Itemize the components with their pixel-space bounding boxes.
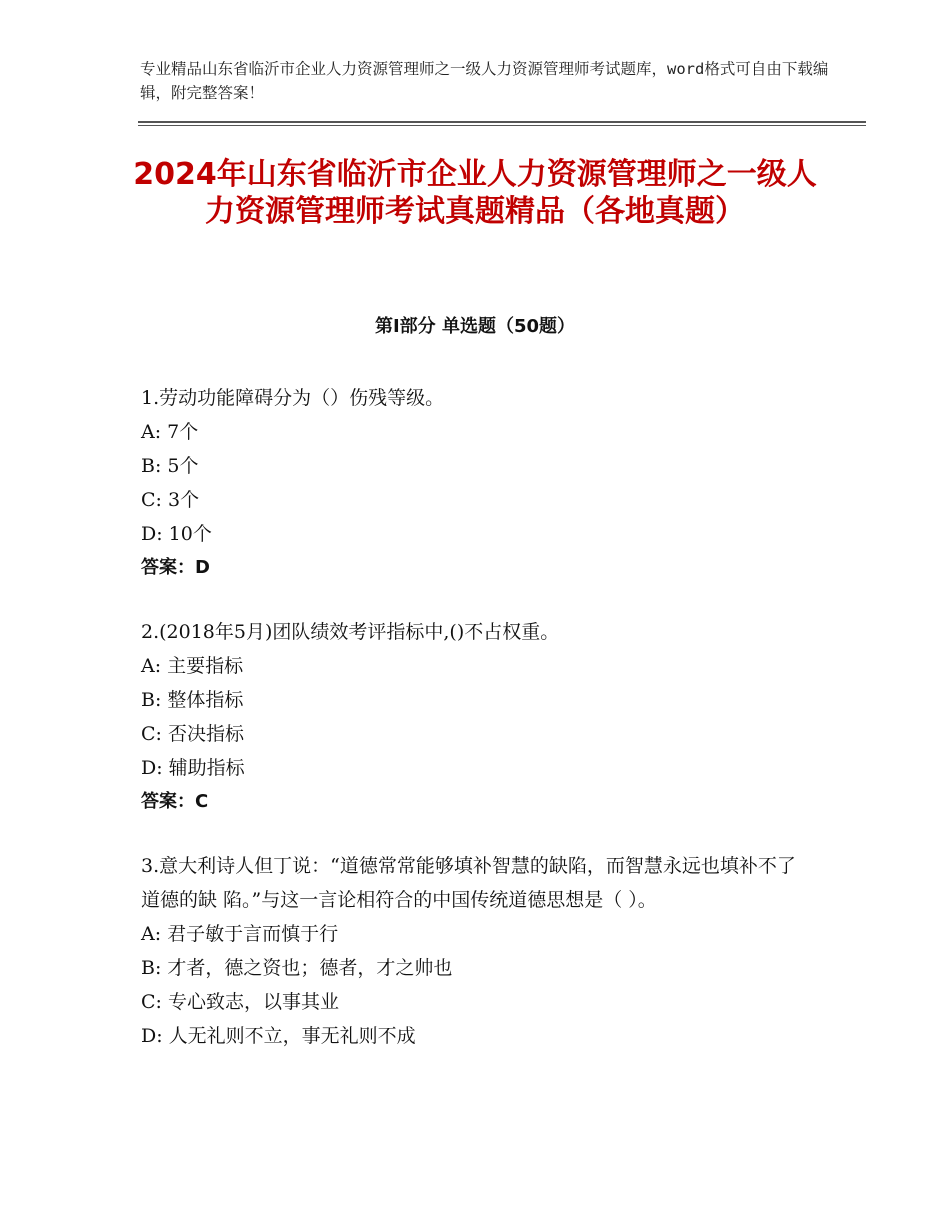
question-stem: 2.(2018年5月)团队绩效考评指标中,()不占权重。 <box>141 621 560 643</box>
answer-line: 答案：D <box>141 557 210 578</box>
option-b: B: 5个 <box>141 455 199 477</box>
header-divider-thick <box>138 121 866 123</box>
option-c: C: 否决指标 <box>141 723 244 745</box>
question-stem: 1.劳动功能障碍分为（）伤残等级。 <box>141 387 445 409</box>
option-b: B: 才者，德之资也；德者，才之帅也 <box>141 957 453 979</box>
option-d: D: 10个 <box>141 523 212 545</box>
option-a: A: 君子敏于言而慎于行 <box>141 923 339 945</box>
question-2 <box>141 615 811 819</box>
question-list <box>141 381 811 1083</box>
header-divider-thin <box>138 125 866 126</box>
question-1 <box>141 381 811 585</box>
option-a: A: 主要指标 <box>141 655 244 677</box>
option-a: A: 7个 <box>141 421 199 443</box>
option-d: D: 辅助指标 <box>141 757 245 779</box>
question-3 <box>141 849 811 1053</box>
section-heading: 第Ⅰ部分 单选题（50题） <box>374 316 575 337</box>
option-c: C: 3个 <box>141 489 200 511</box>
header-note: 专业精品山东省临沂市企业人力资源管理师之一级人力资源管理师考试题库，word格式可自由下载编辑，附完整答案！ <box>140 60 829 102</box>
option-b: B: 整体指标 <box>141 689 244 711</box>
answer-line: 答案：C <box>141 791 209 812</box>
document-title: 2024年山东省临沂市企业人力资源管理师之一级人力资源管理师考试真题精品（各地真题） <box>133 157 817 229</box>
option-c: C: 专心致志，以事其业 <box>141 991 339 1013</box>
option-d: D: 人无礼则不立，事无礼则不成 <box>141 1025 416 1047</box>
question-stem: 3.意大利诗人但丁说：“道德常常能够填补智慧的缺陷，而智慧永远也填补不了道德的缺 陷。”与这一言论相符合的中国传统道德思想是（ ）。 <box>141 855 796 911</box>
